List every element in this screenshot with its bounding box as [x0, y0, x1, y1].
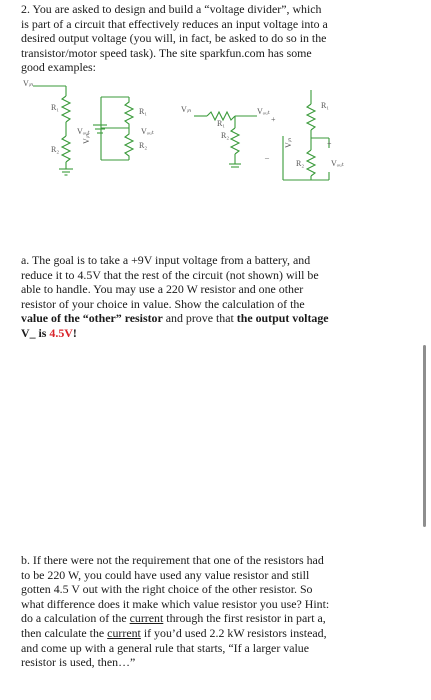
vin-label: Vᵢₙ	[23, 79, 34, 88]
part-a-line: reduce it to 4.5V that the rest of the circuit (not shown) will be	[21, 267, 319, 282]
plain-text: do a calculation of the	[21, 611, 130, 626]
intro-line: is part of a circuit that effectively reduces an input voltage into a	[21, 16, 328, 31]
emphasis-text: V_ is	[21, 325, 50, 340]
part-b-line: resistor is used, then…”	[21, 655, 136, 670]
plain-text: through the first resistor in part a,	[163, 611, 326, 626]
emphasis-text: value of the “other” resistor	[21, 311, 163, 326]
part-b-line: what difference does it make which value resistor you use? Hint:	[21, 596, 330, 611]
plain-text: and prove that	[162, 311, 237, 326]
vin-label: Vᵢₙ	[181, 105, 192, 114]
part-a-line: a. The goal is to take a +9V input voltage from a battery, and	[21, 253, 311, 267]
plus-label: +	[271, 115, 276, 124]
vout-label: Vₒᵤₜ	[141, 127, 155, 136]
question-part-a	[21, 253, 411, 341]
part-a-line	[21, 311, 411, 326]
part-a-line: able to handle. You may use a 220 W resistor and one other	[21, 282, 304, 297]
voltage-divider-diagrams	[21, 76, 361, 188]
vout-label: Vₒᵤₜ	[257, 107, 271, 116]
scrollbar[interactable]	[423, 345, 426, 527]
r2-label: R₂	[139, 141, 148, 150]
plain-text: if you’d used 2.2 kW resistors instead,	[140, 625, 327, 640]
emphasis-text: !	[72, 325, 77, 340]
part-b-line	[21, 626, 411, 641]
plus-label: +	[327, 139, 332, 148]
r1-label: R₁	[51, 103, 60, 112]
minus-label: –	[265, 153, 269, 162]
part-b-line: and come up with a general rule that starts, “If a larger value	[21, 640, 310, 655]
part-a-line	[21, 326, 411, 341]
r1-label: R₁	[139, 107, 148, 116]
r1-label: R₁	[321, 101, 330, 110]
r2-label: R₂	[221, 131, 230, 140]
question-intro	[21, 2, 411, 75]
part-b-line: gotten 4.5 V out with the right choice of the other resistor. So	[21, 582, 313, 597]
part-b-line: to be 220 W, you could have used any value resistor and still	[21, 567, 310, 582]
emphasis-text: the output voltage	[236, 311, 329, 326]
part-b-line	[21, 611, 411, 626]
r2-label: R₂	[51, 145, 60, 154]
vout-label: Vₒᵤₜ	[77, 127, 91, 136]
vin-label: Vᵢₙ	[82, 133, 91, 144]
part-a-line: resistor of your choice in value. Show the calculation of the	[21, 296, 305, 311]
underlined-text: current	[129, 611, 164, 626]
underlined-text: current	[107, 625, 141, 640]
question-part-b	[21, 553, 411, 670]
plain-text: then calculate the	[21, 625, 108, 640]
target-voltage: 4.5V	[49, 325, 73, 340]
intro-line: desired output voltage (you will, in fact, be asked to do so in the	[21, 31, 327, 46]
vout-label: Vₒᵤₜ	[331, 159, 345, 168]
intro-line: transistor/motor speed task). The site sparkfun.com has some	[21, 45, 312, 60]
vin-label: Vᵢₙ	[284, 137, 293, 148]
r1-label: R₁	[217, 119, 226, 128]
intro-line: good examples:	[21, 60, 96, 75]
intro-line: 2. You are asked to design and build a “voltage divider”, which	[21, 2, 322, 16]
part-b-line: b. If there were not the requirement that one of the resistors had	[21, 553, 324, 567]
r2-label: R₂	[296, 159, 305, 168]
